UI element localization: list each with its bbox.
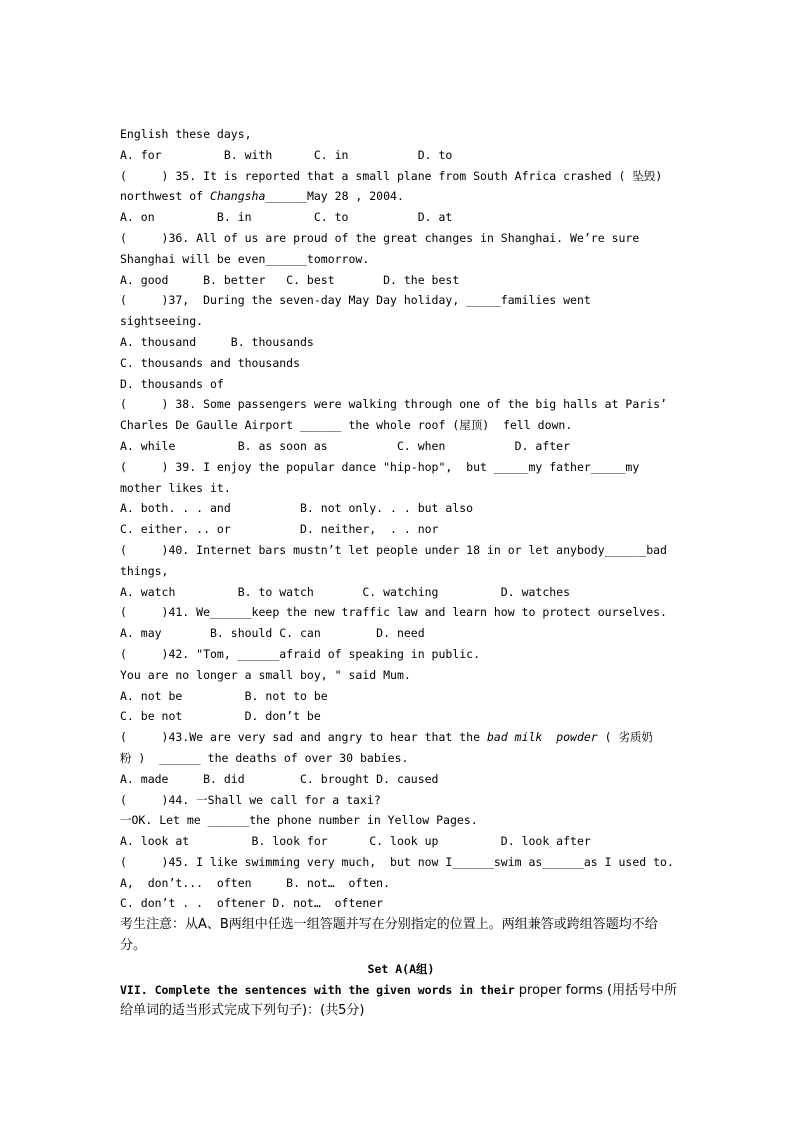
question-lines bbox=[120, 124, 682, 914]
text-line: You are no longer a small boy, " said Mum. bbox=[120, 667, 411, 682]
text-line: A. while B. as soon as C. when D. after bbox=[120, 438, 571, 453]
text-line: 粉 ) ______ the deaths of over 30 babies. bbox=[120, 750, 409, 765]
text-line: A, don’t... often B. not… often. bbox=[120, 875, 391, 890]
text-line: English these days, bbox=[120, 127, 252, 141]
document-content bbox=[120, 124, 682, 1022]
set-a-heading: Set A(A组) bbox=[367, 961, 435, 976]
text-line: ( )44. 一Shall we call for a taxi? bbox=[120, 792, 381, 807]
text-line: A. may B. should C. can D. need bbox=[120, 626, 425, 641]
text-line: ( )40. Internet bars mustn’t let people under 18 in or let anybody______bad bbox=[120, 542, 667, 557]
text-line: A. on B. in C. to D. at bbox=[120, 210, 453, 225]
section-vii-rest: proper forms (用括号中所给单词的适当形式完成下列句子)：(共5分) bbox=[120, 982, 678, 1019]
text-line: ( )36. All of us are proud of the great changes in Shanghai. We’re sure bbox=[120, 230, 640, 245]
text-line: Shanghai will be even______tomorrow. bbox=[120, 251, 370, 266]
text-line: Charles De Gaulle Airport ______ the whole roof (屋顶) fell down. bbox=[120, 418, 573, 433]
text-line: C. thousands and thousands bbox=[120, 355, 301, 370]
text-line: ( )42. "Tom, ______afraid of speaking in public. bbox=[120, 646, 481, 661]
text-segment: ( )43.We are very sad and angry to hear that the bbox=[120, 730, 487, 745]
text-line: A. for B. with C. in D. to bbox=[120, 147, 453, 162]
text-line: ( ) 39. I enjoy the popular dance "hip-hop", but _____my father_____my bbox=[120, 459, 640, 474]
text-line: ( ) 35. It is reported that a small plane from South Africa crashed ( 坠毁) bbox=[120, 168, 663, 183]
text-line bbox=[120, 186, 682, 207]
section-vii-instructions bbox=[120, 980, 682, 1023]
text-line: things, bbox=[120, 563, 169, 578]
section-vii-heading: VII. Complete the sentences with the given words in their bbox=[120, 982, 515, 997]
text-line: A. both. . . and B. not only. . . but also bbox=[120, 501, 474, 516]
text-line: ( )45. I like swimming very much, but now I______swim as______as I used to. bbox=[120, 854, 674, 869]
text-line: A. look at B. look for C. look up D. look after bbox=[120, 834, 591, 849]
text-line: D. thousands of bbox=[120, 376, 224, 391]
text-line: ( ) 38. Some passengers were walking through one of the big halls at Paris’ bbox=[120, 397, 667, 412]
text-line: ( )41. We______keep the new traffic law and learn how to protect ourselves. bbox=[120, 605, 667, 620]
text-line: A. thousand B. thousands bbox=[120, 334, 314, 349]
text-line: C. be not D. don’t be bbox=[120, 709, 321, 724]
text-line: A. not be B. not to be bbox=[120, 688, 328, 703]
text-line: A. watch B. to watch C. watching D. watches bbox=[120, 584, 571, 599]
text-segment: ______May 28 , 2004. bbox=[265, 189, 404, 204]
text-line: 一OK. Let me ______the phone number in Yellow Pages. bbox=[120, 813, 478, 828]
text-line: mother likes it. bbox=[120, 480, 231, 495]
italic-segment: bad milk powder bbox=[486, 730, 598, 745]
text-line: A. good B. better C. best D. the best bbox=[120, 272, 460, 287]
text-line: C. don’t . . oftener D. not… oftener bbox=[120, 896, 384, 911]
text-line: sightseeing. bbox=[120, 314, 204, 329]
italic-segment: Changsha bbox=[210, 189, 266, 204]
text-segment: northwest of bbox=[120, 189, 211, 204]
text-line: ( )37, During the seven-day May Day holiday, _____families went bbox=[120, 293, 591, 308]
text-segment: ( 劣质奶 bbox=[597, 730, 654, 745]
text-line: A. made B. did C. brought D. caused bbox=[120, 771, 439, 786]
text-line: C. either. .. or D. neither, . . nor bbox=[120, 522, 439, 537]
candidate-notice: 考生注意：从A、B两组中任选一组答题并写在分别指定的位置上。两组兼答或跨组答题均不给分。 bbox=[120, 917, 658, 954]
text-line bbox=[120, 727, 682, 748]
